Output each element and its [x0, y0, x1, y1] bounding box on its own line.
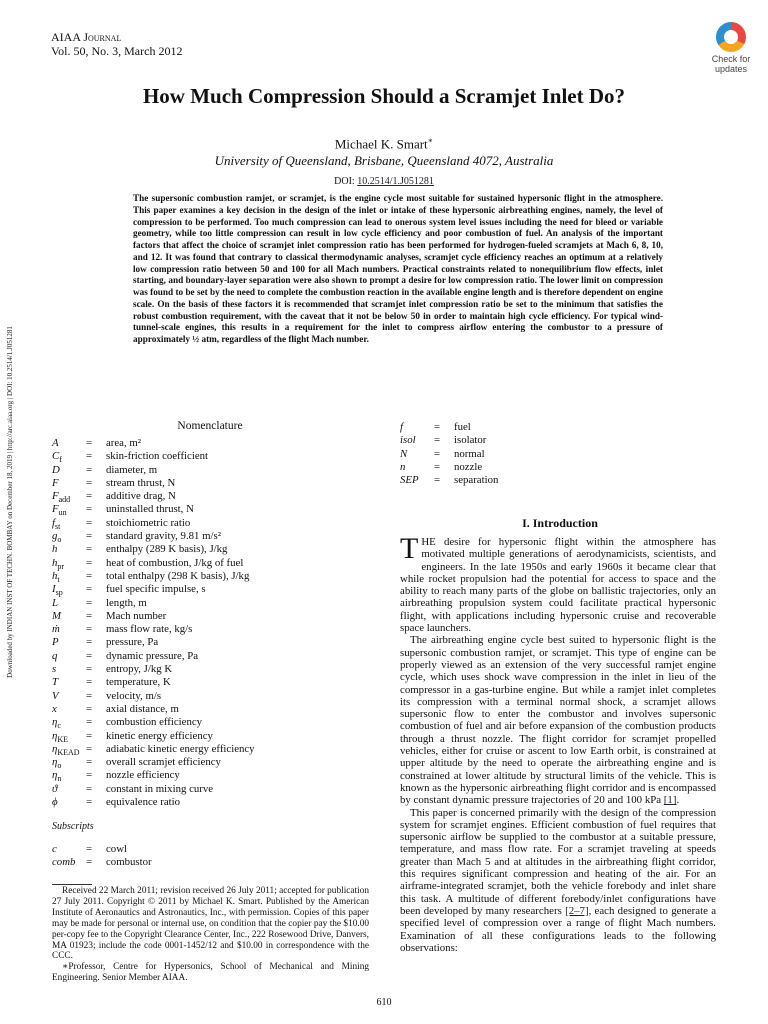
received-note: Received 22 March 2011; revision received 26 July 2011; accepted for publication 27 July 2011. Copyright © 2011 by Michael K. Smart. Published by the American Institute of Aeronautics and Astronautics, Inc., with permission. Copies of this paper may be made for personal or internal use, on condition that the copier pay the $10.00 per-copy fee to the Copyright Clearance Center, Inc., 222 Rosewood Drive, Danvers, MA 01923; include the code 0001-1452/12 and $10.00 in correspondence with the CCC.	[52, 886, 369, 962]
equals: =	[86, 543, 93, 556]
equals: =	[86, 742, 93, 755]
doi-link[interactable]: 10.2514/1.J051281	[357, 176, 434, 187]
definition: diameter, m	[106, 463, 158, 476]
symbol: ṁ	[52, 623, 60, 636]
definition: separation	[454, 474, 499, 487]
page-number: 610	[376, 997, 392, 1008]
nomenclature-entry	[52, 756, 255, 769]
equals: =	[86, 649, 93, 662]
symbol: $h_{pr}$	[52, 556, 65, 571]
nomenclature-entry	[52, 490, 255, 503]
symbol: $I_{sp}$	[52, 583, 63, 598]
nomenclature-entry	[52, 743, 255, 756]
definition: mass flow rate, kg/s	[106, 623, 193, 636]
symbol: T	[52, 676, 59, 689]
author-affiliation: University of Queensland, Brisbane, Queensland 4072, Australia	[214, 153, 554, 168]
paper-title: How Much Compression Should a Scramjet Inlet Do?	[142, 84, 626, 108]
symbol: f	[400, 421, 403, 433]
symbol: comb	[52, 856, 76, 869]
check-for-updates-badge[interactable]	[700, 22, 762, 82]
nomenclature-entry	[400, 434, 498, 447]
equals: =	[86, 843, 93, 855]
badge-text: Check for updates	[711, 54, 751, 74]
definition: equivalence ratio	[106, 796, 181, 809]
equals: =	[86, 702, 93, 715]
nomenclature-heading: Nomenclature	[177, 420, 243, 432]
nomenclature-entry	[52, 477, 255, 490]
symbol: N	[400, 447, 408, 460]
equals: =	[86, 569, 93, 582]
equals: =	[434, 460, 441, 473]
symbol: $\eta_c$	[52, 716, 61, 731]
nomenclature-entry	[52, 730, 255, 743]
nomenclature-entry	[52, 464, 255, 477]
symbol: $g_o$	[52, 530, 62, 545]
definition: axial distance, m	[106, 702, 179, 715]
nomenclature-entry	[52, 437, 255, 450]
definition: standard gravity, 9.81 m/s²	[106, 530, 221, 543]
journal-volume: Vol. 50, No. 3, March 2012	[51, 44, 183, 58]
definition: adiabatic kinetic energy efficiency	[106, 742, 255, 755]
equals: =	[86, 636, 93, 649]
definition: stoichiometric ratio	[106, 516, 191, 529]
nomenclature-entry	[52, 530, 255, 543]
equals: =	[86, 583, 93, 596]
doi-line: DOI: 10.2514/1.J051281	[334, 176, 434, 187]
nomenclature-entry	[52, 557, 255, 570]
nomenclature-entry	[52, 650, 255, 663]
nomenclature-entry	[400, 421, 498, 434]
definition: area, m²	[106, 437, 142, 449]
definition: uninstalled thrust, N	[106, 503, 194, 516]
nomenclature-entry	[52, 570, 255, 583]
citation-link[interactable]: [2–7]	[565, 904, 589, 917]
equals: =	[86, 796, 93, 809]
equals: =	[86, 503, 93, 516]
symbol: ϕ	[52, 796, 58, 809]
equals: =	[86, 609, 93, 622]
download-notice: Downloaded by INDIAN INST OF TECHN. BOMBAY on December 18, 2019 | http://arc.aiaa.org | DOI: 10.2514/1.J051281	[6, 326, 14, 678]
equals: =	[86, 556, 93, 569]
symbol: isol	[400, 434, 416, 447]
equals: =	[434, 434, 441, 447]
definition: combustion efficiency	[106, 716, 203, 729]
symbol: s	[52, 663, 57, 676]
equals: =	[86, 716, 93, 729]
equals: =	[86, 516, 93, 529]
definition: additive drag, N	[106, 490, 176, 503]
definition: isolator	[454, 434, 487, 447]
symbol: SEP	[400, 474, 419, 487]
definition: cowl	[106, 843, 127, 855]
definition: heat of combustion, J/kg of fuel	[106, 556, 244, 569]
nomenclature-entry	[52, 769, 255, 782]
equals: =	[86, 463, 93, 476]
nomenclature-entry	[400, 461, 498, 474]
equals: =	[86, 769, 93, 782]
abstract	[133, 193, 663, 346]
nomenclature-entry	[400, 474, 498, 487]
nomenclature-entry	[52, 583, 255, 596]
nomenclature-entry	[52, 503, 255, 516]
equals: =	[86, 729, 93, 742]
definition: stream thrust, N	[106, 476, 176, 489]
symbol: $f_{st}$	[52, 516, 61, 531]
nomenclature-entry	[52, 517, 255, 530]
equals: =	[86, 676, 93, 689]
definition: velocity, m/s	[106, 689, 162, 702]
definition: nozzle	[454, 460, 483, 473]
symbol: $F_{add}$	[52, 490, 71, 505]
equals: =	[86, 596, 93, 609]
definition: fuel	[454, 421, 471, 433]
definition: nozzle efficiency	[106, 769, 180, 782]
symbol: n	[400, 460, 406, 473]
nomenclature-entry	[52, 450, 255, 463]
definition: entropy, J/kg K	[106, 663, 173, 676]
paragraph: This paper is concerned primarily with the design of the compression system for scramjet engines. Efficient combustion of fuel requires that supersonic airflow be supplied to the combustor at a suitable pressure, temperature, and mass flow rate. For a scramjet traveling at speeds greater than Mach 5 and at altitudes in the airbreathing flight corridor, this requires significant compression and heating of the air. For an airframe-integrated scramjet, both the vehicle forebody and inlet share this task. A multitude of different forebody/inlet configurations have been developed by many researchers [2–7], each designed to generate a specified level of compression over a range of flight Mach numbers. Examination of all these configurations leads to the following observations:	[400, 806, 717, 954]
definition: Mach number	[106, 609, 167, 622]
symbol: ϑ	[52, 782, 58, 795]
symbol: $F_{un}$	[52, 503, 67, 518]
nomenclature-entry	[52, 703, 255, 716]
subscripts-list	[52, 843, 152, 870]
symbol: q	[52, 649, 58, 662]
equals: =	[86, 782, 93, 795]
symbol: $h_t$	[52, 569, 60, 585]
nomenclature-entry	[52, 856, 152, 869]
section-heading-introduction: I. Introduction	[522, 516, 598, 530]
symbol: h	[52, 543, 58, 556]
nomenclature-entry	[52, 676, 255, 689]
nomenclature-list	[52, 437, 255, 809]
definition: normal	[454, 447, 485, 460]
symbol: $\eta_n$	[52, 769, 62, 784]
journal-header	[51, 30, 182, 58]
definition: temperature, K	[106, 676, 171, 689]
equals: =	[86, 756, 93, 769]
nomenclature-entry	[52, 663, 255, 676]
nomenclature-entry	[52, 636, 255, 649]
symbol: $\eta_o$	[52, 756, 62, 771]
nomenclature-entry	[52, 690, 255, 703]
symbol: x	[52, 702, 57, 715]
drop-cap: T	[400, 532, 419, 565]
symbol: c	[52, 843, 57, 855]
definition: combustor	[106, 856, 152, 869]
footnote-divider	[52, 884, 92, 885]
symbol: D	[52, 463, 60, 476]
symbol: $\eta_{KEAD}$	[52, 742, 80, 757]
nomenclature-entry	[52, 716, 255, 729]
nomenclature-entry	[52, 783, 255, 796]
symbol: P	[52, 636, 59, 649]
paragraph: The airbreathing engine cycle best suited to hypersonic flight is the supersonic combustion ramjet, or scramjet. This type of engine can be properly viewed as an extension of the very successful ramjet engine cycle, which uses shock wave compression in the inlet in lieu of the compressor in a gas-turbine engine. But while a ramjet inlet completes its compression with a terminal normal shock, a scramjet allows supersonic flow to enter the combustor and involves supersonic combustion of fuel and air before expansion of the combustion products through a thrust nozzle. The flight corridor for scramjet propelled vehicles, either for cruise or ascent to low Earth orbit, is constrained at upper altitude by the need to operate the airbreathing engine and is constrained at lower altitude by structural limits of the vehicle. This is known as the hypersonic airbreathing flight corridor and is encompassed by constant dynamic pressure trajectories of 20 and 100 kPa [1].	[400, 634, 716, 807]
nomenclature-list-right	[400, 421, 498, 487]
nomenclature-entry	[52, 543, 255, 556]
author-footnote-mark[interactable]: ∗	[427, 136, 434, 145]
paragraph: THE desire for hypersonic flight within the atmosphere has motivated multiple generations of aerodynamicists, scientists, and engineers. In the late 1950s and early 1960s it became clear that while rocket propulsion had the potential for access to space and the ability to reach many parts of the globe on ballistic trajectories, only an airbreathing propulsion system could facilitate practical hypersonic flight, with applications including hypersonic cruise and recoverable space launchers.	[400, 532, 716, 635]
definition: constant in mixing curve	[106, 782, 214, 795]
author-note: ∗Professor, Centre for Hypersonics, School of Mechanical and Mining Engineering. Senior Member AIAA.	[52, 962, 369, 984]
symbol: $\eta_{KE}$	[52, 729, 69, 744]
definition: fuel specific impulse, s	[106, 583, 206, 596]
symbol: A	[52, 437, 59, 449]
symbol: $C_f$	[52, 450, 62, 465]
definition: dynamic pressure, Pa	[106, 649, 199, 662]
equals: =	[86, 689, 93, 702]
nomenclature-entry	[52, 623, 255, 636]
equals: =	[86, 623, 93, 636]
symbol: L	[52, 596, 59, 609]
definition: skin-friction coefficient	[106, 450, 209, 463]
symbol: V	[52, 689, 59, 702]
nomenclature-entry	[52, 597, 255, 610]
definition: length, m	[106, 596, 147, 609]
nomenclature-entry	[52, 610, 255, 623]
equals: =	[86, 663, 93, 676]
equals: =	[86, 490, 93, 503]
equals: =	[86, 450, 93, 463]
equals: =	[434, 474, 441, 487]
nomenclature-entry	[52, 796, 255, 809]
definition: kinetic energy efficiency	[106, 729, 213, 742]
equals: =	[86, 856, 93, 869]
equals: =	[86, 437, 93, 449]
footnotes	[52, 886, 369, 984]
definition: total enthalpy (298 K basis), J/kg	[106, 569, 250, 582]
definition: overall scramjet efficiency	[106, 756, 221, 769]
introduction-body	[400, 532, 717, 954]
equals: =	[86, 476, 93, 489]
nomenclature-entry	[52, 843, 152, 856]
subscripts-heading: Subscripts	[52, 821, 94, 832]
journal-name: AIAA Journal	[51, 30, 122, 44]
symbol: M	[52, 609, 61, 622]
equals: =	[434, 447, 441, 460]
definition: pressure, Pa	[106, 636, 159, 649]
citation-link[interactable]: [1]	[663, 794, 677, 807]
crossmark-icon	[716, 22, 746, 52]
author-name: Michael K. Smart∗	[334, 136, 434, 152]
equals: =	[434, 421, 441, 433]
download-sidebar	[3, 270, 17, 740]
definition: enthalpy (289 K basis), J/kg	[106, 543, 228, 556]
symbol: F	[52, 476, 59, 489]
equals: =	[86, 530, 93, 543]
abstract-text: The supersonic combustion ramjet, or scramjet, is the engine cycle most suitable for sustained hypersonic flight in the atmosphere. This paper examines a key decision in the design of the inlet or intake of these hypersonic airbreathing engines, namely, the level of compression to be performed. Too much compression can lead to onerous system level issues including the need for bleed or variable geometry, while too little compression can result in low cycle efficiency and poor combustion of fuel. An analysis of the important factors that affect the choice of scramjet inlet compression ratio has been performed for hydrogen-fueled scramjets at Mach 6, 8, 10, and 12. It was found that contrary to classical thermodynamic analyses, scramjet cycle efficiency reaches an optimum at a relatively low compression ratio between 50 and 100 for all Mach numbers. Practical constraints related to nonequilibrium flow effects, inlet starting, and boundary-layer separation were also shown to prompt a desire for low compression ratio. The lower limit on compression was found to be set by the need to complete the combustion reaction in the available engine length and is therefore dependent on engine scale. On the basis of these factors it is recommended that scramjet inlet compression ratio be set to the minimum that satisfies the robust combustion requirement, with the caveat that it not be below 50 in order to maintain high cycle efficiency. For typical wind-tunnel-scale engines, this results in a requirement for the inlet to compress airflow entering the combustor to a pressure of approximately ½ atm, regardless of the flight Mach number.	[133, 193, 663, 344]
nomenclature-entry	[400, 448, 498, 461]
